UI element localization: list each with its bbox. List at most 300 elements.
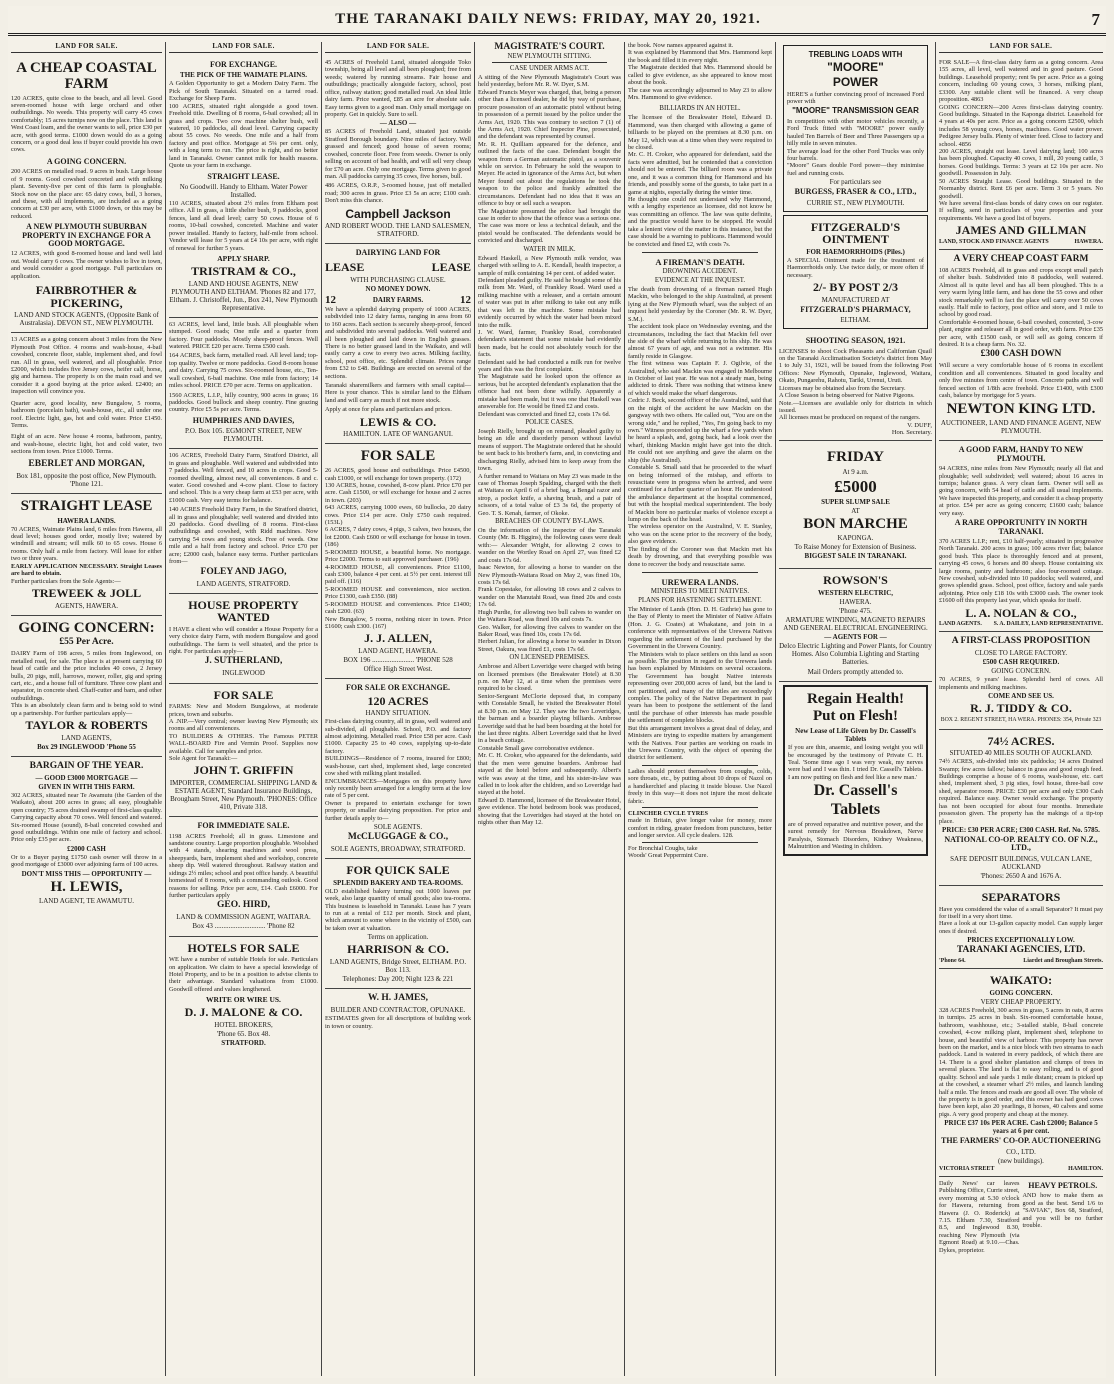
ad-note: Terms on application. xyxy=(367,933,429,942)
ad-text: In competition with other motor vehicles recently, a Ford Truck fitted with "MOORE" power easily hauled Ten Barrels of Beer and Three Passengers up a hilly mile in seven minutes. xyxy=(787,117,924,148)
ad-text: 1198 ACRES Freehold; all in grass. Limestone and sandstone country. Large proportion ploughable. Woolshed with 4 stands, shearing machines and wool press, sheepyards, barn, implement shed and workshop, concrete sheep dip. Well watered throughout. Railway station and sidings 2½ miles; school and post office handy. A beautiful homestead of 8 rooms, with a commanding outlook. Good reasons for selling. Price per acre, £14. Cash £6000. For further particulars apply xyxy=(169,832,318,900)
agent-address: HAWERA. xyxy=(1074,238,1103,245)
ad-national-coop xyxy=(939,730,1103,886)
ad-text: To Raise Money for Extension of Business. xyxy=(794,543,917,552)
ad-text: 1560 ACRES, L.I.P., hilly country, 900 acres in grass; 16 paddocks. Good bullock and sheep country. Fine grazing country. Price £5 5s per acre. Terms. xyxy=(169,391,318,414)
agent-address: AND ROBERT WOOD. THE LAND SALESMEN, STRATFORD. xyxy=(325,222,471,239)
column-head: LAND FOR SALE. xyxy=(939,42,1103,53)
ad-text: are of proved reparative and nutritive power, and the surest remedy for Nervous Breakdown, Nerve Paralysis, Stomach Disorders, Kidney Weakness, Malnutrition and Wasting in children. xyxy=(788,820,923,851)
ad-title: A FIRST-CLASS PROPOSITION xyxy=(951,636,1091,647)
ad-text: 70 ACRES, 9 years' lease. Splendid herd of cows. All implements and milking machines. xyxy=(939,676,1103,691)
ad-title: LEASE xyxy=(431,259,471,274)
agent-address: 'Phone 65. Box 48. xyxy=(216,1029,271,1038)
ad-text: ARMATURE WINDING, MAGNETO REPAIRS AND GENERAL ELECTRICAL ENGINEERING. xyxy=(783,616,928,633)
ad-subtitle: At 9 a.m. xyxy=(842,467,869,476)
ad-subtitle: STRAIGHT LEASE. xyxy=(207,171,280,181)
ad-text: Apply at once for plans and particulars and prices. xyxy=(325,406,452,414)
ad-text: 13 ACRES as a going concern about 3 miles from the New Plymouth Post Office. 4 rooms and wash-house, 4-bail cowshed, concrete floor, stable, implement shed, and fowl run. All in grass, well watered, and all ploughable. Price £2000, which includes five Jersey cows, heifer calf, horse, gig and harness. The property is on the main road and we consider it a good buying at the price asked. £2400; an inspection will convince you. xyxy=(11,336,162,396)
ad-title: FOR SALE xyxy=(360,448,436,465)
ad-straight-lease xyxy=(11,494,162,616)
article-paragraph: Constable Small gave corroborative evidence. xyxy=(478,744,594,752)
ad-eberlet-morgan xyxy=(11,333,162,493)
ad-title: SHOOTING SEASON, 1921. xyxy=(805,336,906,346)
agent-address: VICTORIA STREET xyxy=(939,1165,995,1172)
ad-text: FOR SALE—A first-class dairy farm as a going concern. Area 155 acres, all level, well watered and in good pasture. Good buildings. Leasehold property; rent 9s per acre. Price as a going concern, including 60 young cows, 3 horses, milking plant, £3300. Any suitable client will be financed. A very cheap proposition. 4863 xyxy=(939,59,1103,104)
ad-text: LICENSES to shoot Cock Pheasants and Californian Quail on the Taranaki Acclimatisation Society's district from May 1 to July 31, 1921, will be issued from the following Post Offices: New Plymouth, Opunake, Inglewood, Waitara, Okato, Pungarehu, Rahotu, Tariki, Urenui, Uruti. xyxy=(779,347,932,385)
ad-exchange xyxy=(169,56,318,318)
ad-humphries-davies xyxy=(169,318,318,450)
ad-text: "Moore" Gears double Ford power—they minimise fuel and running costs. xyxy=(787,162,924,177)
agent-address: Box 29 INGLEWOOD 'Phone 55 xyxy=(37,742,136,751)
ad-tiddy xyxy=(939,632,1103,729)
ad-number: 12 xyxy=(460,293,471,306)
column-6 xyxy=(776,42,936,1376)
column-head: LAND FOR SALE. xyxy=(325,42,471,53)
ad-subtitle: NO MONEY DOWN. xyxy=(365,284,431,293)
agent-address: BUILDER AND CONTRACTOR, OPUNAKE. xyxy=(330,1006,466,1015)
article-headline: UREWERA LANDS. xyxy=(661,577,739,587)
ad-text: ENCUMBRANCES—Mortgages on this property have only recently been arranged for a lengthy term at the low rate of 5 per cent. xyxy=(325,777,471,800)
agent-address: STRATFORD. xyxy=(221,1038,266,1047)
article-paragraph: Hugh Purdie, for allowing two bull calves to wander on the Waitara Road, was fined 10s and costs 7s. xyxy=(478,608,621,624)
signature: V. DUFF, xyxy=(907,421,932,429)
agent-name: NEWTON KING LTD. xyxy=(946,400,1096,417)
agent-name: THE FARMERS' CO-OP. AUCTIONEERING xyxy=(940,1136,1102,1146)
agent-address: 'Phone 64. xyxy=(939,958,966,965)
ad-title: FOR EXCHANGE. xyxy=(209,60,278,69)
masthead xyxy=(8,6,1106,36)
article-subhead: BILLIARDS IN AN HOTEL. xyxy=(659,105,741,113)
article-paragraph: Senior-Sergeant McClorie deposed that, in company with Constable Small, he visited the Breakwater Hotel at 8.30 p.m. on May 12. They saw the two Loveridges, the barman and a boarder playing billiards. Ambrose Loveridge said that he had been boarding at the hotel for the last three nights. Albert Loveridge said that he lived in a beach cottage. xyxy=(478,692,621,745)
agent-name: HUMPHRIES AND DAVIES, xyxy=(192,415,295,425)
ad-title: A GOOD FARM, HANDY TO NEW PLYMOUTH. xyxy=(958,445,1084,463)
agent-address: Box 181, opposite the post office, New Plymouth. 'Phone 121. xyxy=(16,471,157,488)
article-paragraph: Woods' Great Peppermint Cure. xyxy=(628,852,709,860)
column-5-news xyxy=(625,42,776,1376)
article-paragraph: The Magistrate decided that Mrs. Hammond should be called to give evidence, as she appeared to know most about the book. xyxy=(628,64,772,87)
ad-text: OLD established bakery turning out 1000 loaves per week, also large quantity of small goods; also tea-rooms. This business is leasehold in Taranaki. Lease has 7 years to run at a rental of £12 per month. Stock and plant, which amount to some where in the vicinity of £500, can be taken over at valuation. xyxy=(325,887,471,932)
ad-text: A Close Season is being observed for Native Pigeons. xyxy=(779,392,915,400)
notice-heavy-petrols xyxy=(1023,1180,1104,1254)
agent-name: GEO. HIRD, xyxy=(216,900,271,911)
ad-subtitle: VERY CHEAP PROPERTY. xyxy=(980,997,1062,1006)
bottom-notices xyxy=(939,1177,1103,1254)
masthead-title: THE TARANAKI DAILY NEWS: FRIDAY, MAY 20, 1921. xyxy=(335,11,761,27)
article-paragraph: The Ministers wish to place settlers on this land as soon as possible. The position in regard to the Urewera lands has been explained by Ministers on several occasions. The Government has bought Native interests representing over 200,000 acres of land, but the land is not partitioned, and many of the titles are exceedingly complex. The policy of the Native Department in past years has been to postpone the settlement of the land until the purchase of other interests has made possible the settlement of complete blocks. xyxy=(628,650,772,725)
agent-name: EBERLET AND MORGAN, xyxy=(28,458,145,469)
article-paragraph: He thought one could not understand why Hammond, with a lengthy experience as licensee, did not know he was committing an offence. The law was quite definite, and the practice would have to be stopped. He would take a lenient view of the matter in this instance, but the case should be a warning to publicans. Hammond would be convicted and fined £2, with costs 7s. xyxy=(628,196,772,248)
agent-name: FOLEY AND JAGO, xyxy=(200,566,287,577)
article-paragraph: On the information of the inspector of the Taranaki County (Mr. B. Higgins), the following cases were dealt with:— Alexander Wright, for allowing 2 cows to wander on the Wortley Road on April 27, was fined £2 and costs 17s 6d. xyxy=(478,527,621,564)
ad-james-gillman xyxy=(939,56,1103,250)
ad-nolan xyxy=(939,441,1103,632)
ad-text: 140 ACRES Freehold Dairy Farm, in the Stratford district, all in grass and ploughable; well watered and divided into 20 paddocks. Good dwelling of 8 rooms. First-class outbuildings and cowshed, with Ridd machines. Now carrying 54 cows and young stock. Free of weeds. One mile and a half from factory and school. Price £70 per acre; £2000 cash, balance easy terms. Further particulars from— xyxy=(169,506,318,566)
ad-subtitle: KAPONGA. xyxy=(837,534,874,543)
ad-text: 100 ACRES, situated right alongside a good town. Freehold title. Dwelling of 8 rooms, 6-bail cowshed; all in grass and crops. Two cow machine shelter bush, well watered, 10 paddocks, all dead level. Carrying capacity about 55 cows. No weeds. One mile and a half from factory and post office. Mortgage at 5¼ per cent. only, with a long term to run. The price is right, and no better land in Taranaki. Owner cannot milk for health reasons. Quote us your farm in exchange. xyxy=(169,102,318,170)
agent-name: NATIONAL CO-OP. REALTY CO. OF N.Z., LTD., xyxy=(944,835,1098,853)
ad-text: Will secure a very comfortable house of 6 rooms in excellent condition and all conveniences. Situated in good locality and only five minutes from centre of town. Concrete paths and well fenced section of 1/8th acre freehold. Price £1400, with £300 cash, balance by mortgage for 5 years. xyxy=(939,362,1103,400)
ad-text: Licenses may be obtained also from the Secretary. xyxy=(779,384,906,392)
ad-text: We have a splendid dairying property of 1000 ACRES, subdivided into 12 dairy farms, ranging in area from 60 to 160 acres. Each section is securely sheep-proof, fenced and subdivided into several paddocks. Well watered and all been ploughed and laid down in English grasses. There is no better grassed land in the Waikato, and will easily carry a cow to every two acres. Milking facility, school, post office, etc. Splendid climate. Prices range from £32 to £48. Buildings are erected on several of the sections. xyxy=(325,305,471,380)
ad-subtitle: WITH PURCHASING CLAUSE. xyxy=(350,275,446,284)
ad-text: 370 ACRES L.I.P.; rent, £10 half-yearly; situated in progressive North Taranaki. 200 acres in grass; 100 acres river flat; balance good bush. This place is thoroughly fenced and at present, carrying 45 cows, 6 horses and 80 sheep. House containing six large rooms, pantry and bathroom; also four-roomed cottage. New cowshed, sub-divided into 10 paddocks; well watered, and grows splendid grass. School, post office, factory and sale yards adjoining. Price only £18 10s with £3000 cash. The owner took £1600 off this property last year, which speaks for itself. xyxy=(939,537,1103,605)
article-paragraph: The accident took place on Wednesday evening, and the circumstances, including the fact that Mackin fell over the side of the wharf while returning to his ship. He was almost 67 years of age, and was not a swimmer. His family reside in Glasgow. xyxy=(628,323,772,360)
agent-address: AUCTIONEER, LAND AND FINANCE AGENT, NEW PLYMOUTH. xyxy=(940,419,1102,436)
agent-address: INGLEWOOD xyxy=(222,669,265,678)
page-number: 7 xyxy=(1091,10,1100,29)
ad-text: 106 ACRES, Freehold Dairy Farm, Stratford District, all in grass and ploughable. Well watered and subdivided into 7 paddocks. Well fenced, and 10 acres in crops. Good 5-roomed dwelling, almost new, all conveniences. 8 and c. water. Good cowshed and 4-cow plant. Close to factory and school. This is a very cheap farm at £53 per acre, with £1000 cash. Very easy terms for balance. xyxy=(169,452,318,504)
ad-text: 110 ACRES, situated about 2½ miles from Eltham post office. All in grass, a little shelter bush, 9 paddocks, good fences, land all dead level; carry 50 cows. House of 6 rooms, 10-bail cowshed, concreted. Machine and water power installed. Handy to factory, half-mile from school. Vendor will lease for 5 years at £4 10s per acre, with right of renewal for further 5 years. xyxy=(169,199,318,252)
ad-text: Comfortable 4-roomed house, 6-bail cowshed, concreted, 3-cow plant, engine and releaser all in good order, with farm. Price £35 per acre, with £1500 cash, or will sell as going concern if desired. It is a cheap farm. No. 32. xyxy=(939,318,1103,349)
agent-address: Telephones: Day 200; Night 123 & 221 xyxy=(342,975,454,984)
ad-note: EARLY APPLICATION NECESSARY. Straight Leases are hard to obtain. xyxy=(11,562,162,578)
ad-dr-cassells xyxy=(783,685,928,856)
ad-price: PRICE £37 10s PER ACRE. Cash £2000; Balance 5 years at 6 per cent. xyxy=(944,1119,1098,1136)
ad-waikato xyxy=(939,969,1103,1177)
ad-text: Have a look at our 13-gallon capacity model. Can supply larger ones if desired. xyxy=(939,920,1103,935)
ad-text: 120 ACRES, quite close to the beach, and all level. Good seven-roomed house with large orchard and other outbuildings. No weeds. This property will carry 45 cows comfortably; 15 acres turnips now on the place. This land is West Coast loam, and the owner wants to sell, price £30 per acre, with good terms. £1000 down would do as a going concern, or a good deal less if buyer could provide his own cows. xyxy=(11,94,162,154)
article-paragraph: Defendant was convicted and fined £2, costs 17s 6d. xyxy=(478,410,611,418)
article-paragraph: Defendant said he had conducted a milk run for twelve years and this was the first complaint. xyxy=(478,358,621,374)
agent-name: Campbell Jackson xyxy=(345,206,451,221)
ad-title: Dr. Cassell's xyxy=(813,782,898,800)
ad-title: HOUSE PROPERTY WANTED xyxy=(188,597,299,625)
column-4-news xyxy=(475,42,625,1376)
ad-subtitle: AT xyxy=(851,506,860,515)
agent-address: AGENTS, HAWERA. xyxy=(54,601,119,610)
ad-text: A .NIP.—Very central; owner leaving New Plymouth; six rooms and all conveniences. xyxy=(169,717,318,733)
agent-name: TARANAKI AGENCIES, LTD. xyxy=(956,945,1086,956)
listing: 5-ROOMED HOUSE and conveniences, nice section. Price £1300, cash £350. (88) xyxy=(325,585,471,601)
ad-text: AND how to make them as good as the best. Send 1/6 to "SAVIAK", Box 68, Stratford, and you will be no further trouble. xyxy=(1022,1192,1103,1229)
ad-subtitle: A GOING CONCERN. xyxy=(46,156,127,166)
article-paragraph: The Magistrate said he looked upon the offence as serious, but he accepted defendant's explanation that the offence had not been done wilfully. Apparently a mistake had been made, but it was one that Haskell was answerable for. He would be fined £2 and costs. xyxy=(478,373,621,411)
ad-text: 302 ACRES, situated near Te Awamutu (the Garden of the Waikato), about 200 acres in grass; all easy, ploughable open country; 75 acres drained swamp of first-class quality. Carrying capacity about 70 cows. Well fenced and watered. Six-roomed House (sound), 8-bail concreted cowshed and good outbuildings. Within one mile of factory and school. Price only £35 per acre. xyxy=(11,791,162,844)
ad-text: 164 ACRES, back farm, metalled road. All level land; top-top quality. Twelve or more paddocks. Good 8-room house and dairy. Carrying 75 cows. Six-roomed house, etc., Ten-wall cowshed, 6-bail machine. One mile from factory; 14 miles school. PRICE £70 per acre. Terms on application. xyxy=(169,352,318,390)
agent-address: BOX 196 ........................ 'PHONE 528 xyxy=(343,656,453,665)
article-paragraph: Constable S. Small said that he proceeded to the wharf on being informed of the mishap, and efforts to resuscitate were in progress when he arrived, and were continued for a further quarter of an hour. He understood the ambulance department at the hospital commenced, but with the hospital medical superintendent. The body of Mackin bore no particular marks of violence except a lump on the back of the head. xyxy=(628,464,772,524)
ad-title: STRAIGHT LEASE xyxy=(20,497,153,514)
ad-title: BARGAIN OF THE YEAR. xyxy=(29,760,144,771)
ad-note: BIGGEST SALE IN TARANAKI. xyxy=(804,552,907,561)
ad-title: A VERY CHEAP COAST FARM xyxy=(953,253,1089,264)
ad-going-concern xyxy=(11,616,162,757)
agent-name: LEWIS & CO. xyxy=(359,414,437,429)
agent-name: W. H. JAMES, xyxy=(367,993,429,1004)
ad-note: COME AND SEE US. xyxy=(988,692,1054,701)
ad-price: £55 Per Acre. xyxy=(59,637,114,648)
article-paragraph: Frank Copestake, for allowing 18 cows and 2 calves to wander on the Manutahi Road, was fined 20s and costs 17s 6d. xyxy=(478,586,621,609)
ad-subtitle: "MOORE" TRANSMISSION GEAR xyxy=(792,106,919,116)
agent-address: LAND AGENT, HAWERA. xyxy=(358,646,438,655)
ad-text: I HAVE a client who will consider a House Property for a very choice dairy Farm, with modern Bungalow and good outbuildings. The farm is well situated, and the price is right. For particulars apply— xyxy=(169,625,318,656)
article-paragraph: Defendant pleaded guilty. He said he bought some of his milk from Mr. Ward, of Frankley Road. Ward used a milking machine with a releaser, and a certain amount of water was put in after milking to take out any milk that was left in the machine. Some mistake had evidently occurred by which the water had been mixed into the milk. xyxy=(478,276,621,329)
ad-subtitle: SITUATED 40 MILES SOUTH OF AUCKLAND. xyxy=(949,749,1093,758)
article-paragraph: Edward Francis Meyer was charged, that, being a person other than a licensed dealer, he did by way of purchase, procure possession of an automatic pistol without being in possession of a permit issued by the police under the Arms Act, 1920. This was contrary to section 7 (1) of the Arms Act, 1920. Chief Inspector Pine, prosecuted, and the defendant was represented by counsel. xyxy=(478,88,621,141)
ad-text: Owner is prepared to entertain exchange for town property, or smaller dairying proposition. For price and further details apply to— xyxy=(325,799,471,822)
article-headline: MAGISTRATE'S COURT. xyxy=(494,42,605,52)
ad-shooting-season xyxy=(779,332,932,441)
agent-address: (new buildings). xyxy=(998,1156,1044,1165)
ad-title: POWER xyxy=(832,74,879,89)
article-paragraph: Mr. C. H. Croker, who appeared for defendant, said the facts were admitted, but he contended that a conviction should not be entered. The billiard room was a private one, and it was a common thing for Hammond and his friends, and possibly some of the guests, to take part in a game at nights, especially during the winter time. xyxy=(628,151,772,196)
listing: 130 ACRES, house, cowshed, 8-cow plant. Price £70 per acre. Cash £1500, or will exchange for house and 2 acres in town. (203) xyxy=(325,481,471,504)
ad-immediate-sale xyxy=(169,817,318,936)
ad-subtitle: £2000 CASH xyxy=(67,844,106,853)
agent-address: HAMILTON. LATE OF WANGANUI. xyxy=(343,430,453,439)
article-subhead: NEW PLYMOUTH SITTING. xyxy=(507,53,592,60)
article-paragraph: Herbert Julian, for allowing a horse to wander in Dixon Street, Oakura, was fined £1, costs 17s 6d. xyxy=(478,638,621,653)
agent-address: LAND, STOCK AND FINANCE AGENTS xyxy=(939,238,1049,245)
ad-number: 12 xyxy=(325,293,336,306)
ad-text: Eight of an acre. New house 4 rooms, bathroom, pantry, and wash-house, electric light, hot and cold water, two sections from town. Price £1000. Terms. xyxy=(11,433,162,456)
ad-text: A Golden Opportunity to get a Modern Dairy Farm. The Pick of South Taranaki. Situated on a tarred road. Exchange for Sheep Farm. xyxy=(169,80,318,103)
agent-name: HARRISON & CO. xyxy=(347,942,449,957)
agent-name: JAMES AND GILLMAN xyxy=(955,223,1087,238)
ad-subtitle: HAWERA. xyxy=(839,598,872,607)
ad-note: Sole Agent for Taranaki:— xyxy=(169,755,238,763)
ad-title: FOR QUICK SALE xyxy=(346,863,450,878)
ad-title: SEPARATORS xyxy=(981,889,1061,904)
agent-name: D. J. MALONE & CO. xyxy=(184,1005,303,1020)
ad-subtitle: HANDY SITUATION. xyxy=(365,709,431,718)
ad-text: Have you considered the value of a small Separator? It must pay for itself in a very short time. xyxy=(939,905,1103,920)
ad-bon-marche xyxy=(779,441,932,570)
ad-title: A CHEAP COASTAL FARM xyxy=(16,60,157,92)
ad-text: We have several first-class bonds of dairy cows on our register. If selling, send in particulars of your properties and your requirements. We have a good list of buyers. xyxy=(939,200,1103,222)
agent-address: Box 43 ............................. 'Phone 82 xyxy=(192,922,295,931)
ad-text: HERE'S a further convincing proof of increased Ford power with xyxy=(787,90,924,105)
ad-title: WAIKATO: xyxy=(989,973,1053,988)
ad-text: 200 ACRES, straight out lease. Level dairying land; 100 acres has been ploughed. Capacity 40 cows, 1 mill, 20 young cattle, 3 horses. Good buildings. Terms: 3 years at £2 10s per acre. No goodwill. Possession in July. xyxy=(939,148,1103,178)
ad-sale-or-exchange xyxy=(325,679,471,859)
agent-address: CO., LTD. xyxy=(1006,1147,1036,1156)
agent-name: H. LEWIS, xyxy=(50,878,123,895)
article-paragraph: The Magistrate presumed the police had brought the case in order to show that the offence was a serious one. The case was more or less a technical default, and the pistol would be confiscated. The defendants would be convicted and discharged. xyxy=(478,207,621,245)
article-subhead: DROWNING ACCIDENT. xyxy=(662,267,738,275)
ad-rowsons xyxy=(779,569,932,681)
agent-name: TAYLOR & ROBERTS xyxy=(25,718,148,733)
agent-address: P.O. Box 105. EGMONT STREET, NEW PLYMOUTH. xyxy=(185,427,302,444)
ad-text: The average load for the other Ford Trucks was only four barrels. xyxy=(787,147,924,162)
ad-subtitle: A NEW PLYMOUTH SUBURBAN PROPERTY IN EXCHANGE FOR A GOOD MORTGAGE. xyxy=(22,222,151,248)
listing: 5-ROOMED HOUSE and conveniences. Price £1400; cash £200. (63) xyxy=(325,600,471,616)
ad-text: 200 ACRES on metalled road. 9 acres in bush. Large house of 9 rooms. Good cowshed concreted and with milking plant. Seventy-five per cent of this farm is ploughable. Stock now on the place are: 65 dairy cows, bull, 3 horses, and these, with all implements, are included as a going concern at £30 per acre, with £1000 down, or this may be reduced. xyxy=(11,168,162,220)
article-subhead: CLINCHER CYCLE TYRES xyxy=(628,809,709,817)
ad-text: 85 ACRES of Freehold Land, situated just outside Stratford Borough boundary. Nine miles of factory. Well grassed and fenced; good house of seven rooms; cowshed, concrete floor. Free from weeds. Owner is only selling on account of bad health, and will sell very cheap for £70 an acre. Only one mortgage. Terms given to good man. All paddocks carrying 35 cows, five horses, bull. xyxy=(325,128,471,180)
agent-address: LAND AND HOUSE AGENTS, NEW PLYMOUTH AND ELTHAM. 'Phones 82 and 177, Eltham. J. Christoffel, Jun., Box 241, New Plymouth Representative. xyxy=(169,279,318,312)
agent-address: Office High Street West. xyxy=(363,665,433,674)
agent-name: McCLUGGAGE & CO., xyxy=(347,832,449,843)
agent-name: R. J. TIDDY & CO. xyxy=(970,701,1072,716)
agent-name: JOHN T. GRIFFIN xyxy=(193,763,294,778)
listing: 643 ACRES, carrying 1000 ewes, 60 bullocks, 20 dairy cows. Price £14 per acre. Only £750 cash required. (153L) xyxy=(325,504,471,527)
ad-text: GOING CONCERN—200 Acres first-class dairying country. Good buildings. Situated in the Kaponga district. Leasehold for 4 years at 40s per acre. Price as a going concern £2500, which includes 58 young cows, horses, machines. Good water power. Pedigree Jersey bulls. Plenty of winter feed. Close to factory and school. 4856 xyxy=(939,103,1103,148)
agent-address: SOLE AGENTS, BROADWAY, STRATFORD. xyxy=(330,845,466,854)
notice-daily-news-car: Daily News' car leaves Publishing Office, Currie street, every morning at 5.30 o'clock for Hawera, returning from Hawera (J. O. Roderick) at 7.15. Eltham 7.30, Stratford 8.5, and Inglewood 8.30, reaching New Plymouth (via Egmont Road) at 9.10.—Chas. Dykes, proprietor. xyxy=(939,1179,1020,1254)
article-subhead: CASE UNDER ARMS ACT. xyxy=(509,65,590,72)
ad-subtitle: No Goodwill. Handy to Eltham. Water Power Installed. xyxy=(179,182,308,199)
column-2 xyxy=(166,42,322,1376)
ad-price: 2/- BY POST 2/3 xyxy=(812,280,898,295)
ad-note: For particulars see xyxy=(829,178,882,187)
ad-subtitle: SPLENDID BAKERY AND TEA-ROOMS. xyxy=(333,878,463,887)
article-paragraph: J. W. Ward, farmer, Frankley Road, corroborated defendant's statement that some mistake had evidently been made, but he could not absolutely vouch for the facts. xyxy=(478,328,621,359)
agent-name: BURGESS, FRASER & CO., LTD., xyxy=(794,187,917,197)
column-head: LAND FOR SALE. xyxy=(169,42,318,53)
listing: 4-ROOMED HOUSE, all conveniences. Price £1100, cash £300, balance 4 per cent. at 5½ per cent. interest till paid off. (116) xyxy=(325,563,471,586)
agent-address: BOX 2. REGENT STREET, HA WERA. PHONES: 354, Private 323 xyxy=(940,716,1102,723)
ad-separators xyxy=(939,886,1103,969)
ad-text: 63 ACRES, level land, little bush. All ploughable when stumped. Good roads; One mile and a quarter from factory. Four paddocks. Mostly sheep-proof fences. Well watered. PRICE £20 per acre. Terms £500 cash. xyxy=(169,320,318,350)
ad-title: FRIDAY xyxy=(827,448,884,465)
ad-moore-power xyxy=(783,45,928,212)
ad-text: First-class dairying country, all in grass, well watered and sub-divided, all ploughable. School, P.O. and factory almost adjoining. Metalled road. Price £58 per acre. Cash £1000. Capacity 25 to 40 cows, supplying up-to-date factory. xyxy=(325,718,471,755)
ad-text: 328 ACRES Freehold, 300 acres in grass, 5 acres in oats, 8 acres in turnips. 25 acres in bush. Six-roomed comfortable house, bathroom, washhouse, etc.; 3-stalled stable, 8-bail concrete cowshed, 4-cow milking plant, implement shed, telephone to house, and beautiful view of harbour. This property has never been on the market, and is a nice block with two streams to each paddock. Land is watered in every paddock, of which there are 14. There is a good shelter plantation and clumps of trees in several places. The land is flat to easy rolling, and is of good quality. School and sale yards 1 mile distant; cream is picked up at the cowshed, a steamer wharf 2½ miles, and launch landing half a mile. The fences and roads are good all over. The whole of the property is in good order, and this owner has had good cows have been kept, also 20 yearlings, 8 horses, 40 calves and some pigs. A very good property and cheap at the money. xyxy=(939,1006,1103,1118)
ad-house-property-wanted xyxy=(169,594,318,684)
ad-campbell-jackson xyxy=(325,56,471,244)
article-subhead: POLICE CASES. xyxy=(525,418,574,426)
article-paragraph: Ambrose and Albert Loveridge were charged with being on licensed premises (the Breakwater Hotel) at 8.30 p.m. on May 12, at a time when the premises were required to be closed. xyxy=(478,663,621,693)
ad-foley-jago xyxy=(169,449,318,593)
ad-subtitle: GOING CONCERN. xyxy=(991,667,1051,676)
article-subhead: MINISTERS TO MEET NATIVES. xyxy=(650,588,750,595)
article-paragraph: For Bronchial Coughs, take xyxy=(628,844,698,852)
ad-text: Quarter acre, good locality, new Bungalow, 5 rooms, bathroom (porcelain bath), wash-house, etc., all under one roof. Electric light, gas, hot and cold water. Price £1450. Terms. xyxy=(11,399,162,429)
ad-subtitle: New Lease of Life Given by Dr. Cassell's Tablets xyxy=(795,727,916,744)
agent-name: L. A. NOLAN & CO., xyxy=(965,605,1077,620)
ad-note: Further particulars from the Sole Agents:— xyxy=(11,577,121,585)
ad-title: Tablets xyxy=(830,801,881,819)
ad-allen-for-sale xyxy=(325,444,471,679)
agent-address: LAND AGENTS, STRATFORD. xyxy=(196,579,291,588)
ad-text: Taranaki sharemilkers and farmers with small capital—Here is your chance. This is similar land to the Eltham land and will carry as much if not more stock. xyxy=(325,382,471,404)
listing: 5-ROOMED HOUSE, a beautiful home. No mortgage. Price £2000. Terms to suit approved purchaser. (196) xyxy=(325,548,471,564)
agent-address: S. A. DAILEY, LAND REPRESENTATIVE. xyxy=(993,621,1103,628)
ad-title: 74½ ACRES. xyxy=(987,733,1055,748)
ad-title: BON MARCHE xyxy=(803,515,908,532)
ad-text: Or to a Buyer paying £1750 cash owner will throw in a good mortgage of £3000 over adjoining farm of 100 acres. xyxy=(11,853,162,869)
column-7 xyxy=(936,42,1106,1376)
article-paragraph: A sitting of the New Plymouth Magistrate's Court was held yesterday, before Mr. R. W. Dyer, S.M. xyxy=(478,74,621,89)
article-paragraph: The Minister of Lands (Hon. D. H. Guthrie) has gone to the Bay of Plenty to meet the Minister of Native Affairs (Hon. J. G. Coates) at Whakatane, and join in a conference with representatives of the Urewera Natives regarding the settlement of the land purchased by the Government in the Urewera Country. xyxy=(628,606,772,651)
agent-name: FITZGERALD'S PHARMACY, xyxy=(800,304,911,314)
ad-subtitle: CLOSE TO LARGE FACTORY. xyxy=(974,649,1068,658)
column-1 xyxy=(8,42,166,1376)
ad-cheap-coastal-farm xyxy=(11,56,162,333)
ad-note: WRITE OR WIRE US. xyxy=(206,995,281,1005)
article-subhead: BREACHES OF COUNTY BY-LAWS. xyxy=(495,518,604,526)
ad-text: ESTIMATES given for all descriptions of building work in town or country. xyxy=(325,1015,471,1030)
ad-bargain xyxy=(11,757,162,911)
ad-quick-sale xyxy=(325,859,471,989)
agent-name: FAIRBROTHER & PICKERING, xyxy=(35,283,138,310)
ad-subtitle: — ALSO — xyxy=(379,119,417,128)
ad-title: HOTELS FOR SALE xyxy=(187,940,300,955)
ad-text: Delco Electric Lighting and Power Plants, for Country Homes. Also Columbia Lighting and Starting Batteries. xyxy=(779,642,932,667)
ad-title: 120 ACRES xyxy=(367,693,429,708)
ad-subtitle: — GOOD £3000 MORTGAGE — xyxy=(35,773,138,782)
ad-subtitle: DON'T MISS THIS — OPPORTUNITY — xyxy=(21,869,152,878)
ad-subtitle: GOING CONCERN. xyxy=(989,988,1053,997)
ad-title: FITZGERALD'S OINTMENT xyxy=(810,219,901,247)
listing: 26 ACRES, good house and outbuildings. Price £4500, cash £1000, or will exchange for town property. (172) xyxy=(325,467,471,482)
ad-title: LEASE xyxy=(325,259,365,274)
agent-address: ELTHAM. xyxy=(840,316,871,325)
article-paragraph: The finding of the Coroner was that Mackin met his death by drowning, and that everything possible was done to recover the body and resuscitate same. xyxy=(628,545,772,568)
article-subhead: PLANS FOR HASTENING SETTLEMENT. xyxy=(638,597,762,604)
ad-text: Note.—Licenses are available only for districts in which issued. xyxy=(779,399,932,415)
ad-text: WE have a number of suitable Hotels for sale. Particulars on application. We claim to have a special knowledge of Hotel Property, and to be in a position to advise clients to their advantage. Standard valuations from £1000. Goodwill offered and values lengthened. xyxy=(169,956,318,993)
ad-title: Regain Health! xyxy=(806,690,905,707)
ad-newton-king xyxy=(939,250,1103,442)
ad-text: 50 ACRES Straight Lease. Good buildings. Situated in the Normanby district. Rent £6 per acre. Term 3 or 5 years. No goodwill. xyxy=(939,177,1103,200)
agent-name: J. J. ALLEN, xyxy=(364,631,432,646)
ad-price: PRICE: £30 PER ACRE; £300 CASH. Ref. No. 5785. xyxy=(942,826,1100,834)
ad-note: Mail Orders promptly attended to. xyxy=(807,667,904,676)
agent-name: TREWEEK & JOLL xyxy=(31,585,142,600)
ad-title: GOING CONCERN: xyxy=(18,619,155,636)
agent-address: CURRIE ST., NEW PLYMOUTH. xyxy=(806,198,905,207)
ad-title: "MOORE" xyxy=(827,60,884,75)
ad-text: 74½ ACRES, sub-divided into six paddocks; 14 acres Drained Swamp; few acres fallow; balance in grass and good rough feed. Buildings comprise a house of 6 rooms, wash-house, etc. cart shed, implement shed, 3 pig sties, fowl house, three-bail cow shed, separator room. PRICE: £30 per acre and only £300 Cash required. Balance easy. Owner would exchange. The property has not been occupied for about four months. Immediate possession given. The property has the makings of a tip-top place. xyxy=(939,758,1103,825)
article-paragraph: The first witness was Captain F. J. Ogilvie, of the Australind, who said Mackin was engaged in Melbourne in October of last year. He was not a steady man, being addicted to drink. There was nothing that witness knew of which would make the wharf dangerous. xyxy=(628,360,772,397)
ad-subtitle: GIVEN IN WITH THIS FARM. xyxy=(38,782,135,791)
agent-address: HOTEL BROKERS, xyxy=(214,1020,273,1029)
ad-subtitle: THE PICK OF THE WAIMATE PLAINS. xyxy=(180,71,307,80)
ad-title: £5000 xyxy=(834,476,877,496)
agent-name: TRISTRAM & CO., xyxy=(191,263,296,278)
column-3 xyxy=(322,42,475,1376)
ad-text: 486 ACRES, O.R.P., 3-roomed house, just off metalled road; 300 acres in grass. Price £3 5s an acre; £100 cash. Don't miss this chance. xyxy=(325,182,471,205)
article-paragraph: Cedric J. Beck, second officer of the Australind, said that on the night of the accident he saw Mackin on the gangway with two others. He called out, "You are on the wrong side," and he replied, "Yes, I'm going back to my own." Witness proceeded up the wharf a few yards when he heard a splash, and, going back, had a look over the wharf, thinking Mackin might have got into the ditch. He could not see anything and gave the alarm on the ship (the Australind). xyxy=(628,397,772,464)
ad-text: 108 ACRES Freehold, all in grass and crops except small patch of shelter bush. Subdivided into 8 paddocks, well watered. Almost all is quite level and has all been ploughed. This is a very warm lying little farm, and has done the 55 cows and other stock remarkably well in fact the place will carry over 50 cows easily. Half mile to factory, post office and store, and 1 mile to school by good road. xyxy=(939,266,1103,319)
ad-subtitle: WESTERN ELECTRIC, xyxy=(817,589,894,598)
agent-address: LAND AGENTS. xyxy=(939,621,982,628)
ad-dairying-lease xyxy=(325,244,471,444)
agent-address: LAND AGENTS, xyxy=(61,733,112,742)
article-paragraph: Joseph Rielly, brought up on remand, pleaded guilty to being an idle and disorderly person without lawful means of support. The Magistrate ordered that he should be sent back to his brother's farm, and, in convicting and discharging Rielly, advised him to keep away from the town. xyxy=(478,427,621,473)
ad-title: £300 CASH DOWN xyxy=(980,349,1062,360)
ad-subtitle: £500 CASH REQUIRED. xyxy=(982,658,1060,667)
agent-address: Liardet and Brougham Streets. xyxy=(1023,958,1103,965)
ad-note: SOLE AGENTS. xyxy=(373,823,423,832)
ad-subtitle: DAIRY FARMS. xyxy=(372,295,424,304)
ad-title: A RARE OPPORTUNITY IN NORTH TARANAKI. xyxy=(954,518,1088,536)
article-paragraph: Mr. R. H. Quilliam appeared for the defence, and outlined the facts of the case. Defendant bought the weapon from a German automatic pistol, as a souvenir while on service. In February he sold the weapon to Meyer. He acted in ignorance of the Arms Act, but when Meyer found out about the regulations he took the weapon to the police and frankly admitted the circumstances. Defendant had no idea that it was an offence to buy or sell such a weapon. xyxy=(478,140,621,208)
article-paragraph: Edward D. Hammond, licensee of the Breakwater Hotel, gave evidence. The hotel bedroom book was produced, showing that the Loveridges had stayed at the hotel on nights other than May 12. xyxy=(478,796,621,827)
ad-text: If you are thin, anaemic, and losing weight you will be encouraged by the testimony of Private C. H. Teal. 'Some time ago I was very weak, my nerves were bad and I was thin. I tried Dr. Cassell's Tablets. I am now putting on flesh and feel like a new man.' xyxy=(788,744,923,781)
ad-fitzgeralds-ointment xyxy=(783,215,928,330)
ad-text: 94 ACRES, nine miles from New Plymouth; nearly all flat and ploughable; well subdivided; well watered; about 16 acres in turnips; balance grass. A very clean farm. Owner will sell as going concern, with 54 head of cattle and all usual implements. We have inspected this property, and consider it a cheap property at price. £54 per acre as going concern; £1600 cash; balance very easy. xyxy=(939,465,1103,517)
agent-address: LAND AGENT, TE AWAMUTU. xyxy=(38,897,135,906)
ad-text: All licenses must be produced on request of the rangers. xyxy=(779,414,921,422)
ad-note: MANUFACTURED AT xyxy=(821,295,890,304)
agent-address: HAMILTON. xyxy=(1068,1165,1103,1172)
ad-note: This is an absolutely clean farm and is being sold to wind up a partnership. For further particulars apply— xyxy=(11,702,162,717)
ad-griffin-for-sale xyxy=(169,684,318,818)
ad-note: APPLY SHARP. xyxy=(217,253,270,263)
article-subhead: EVIDENCE AT THE INQUEST. xyxy=(654,276,746,284)
article-paragraph: made in Britain, give longer value for money, more comfort in riding, greater freedom from punctures, better and longer service. All cycle dealers. 128. xyxy=(628,817,772,840)
ad-text: A SPECIAL Ointment made for the treatment of Haemorrhoids only. Use twice daily, or more often if necessary. xyxy=(787,256,924,279)
ad-text: DAIRY Farm of 198 acres, 5 miles from Inglewood, on metalled road, for sale. The place is at present carrying 60 head of cattle and the price includes 40 cows, 2 Jersey bulls, 20 pigs, mill, harrows, mower, roller, gig and spring cart, etc., and a house full of furniture. Three cow plant and separator, in concrete shed. Chaff-cutter and barn, and other outbuildings. xyxy=(11,650,162,702)
ad-subtitle: — AGENTS FOR — xyxy=(824,633,887,642)
ad-text: 12 ACRES, with good 8-roomed house and land well laid out. Would carry 6 cows. The owner wishes to live in town, and would consider a good mortgage. Full particulars on application. xyxy=(11,250,162,280)
article-paragraph: The wireless operator on the Australind, V. E. Stanley, who was on the scene prior to the recovery of the body, also gave evidence. xyxy=(628,523,772,546)
column-head: LAND FOR SALE. xyxy=(11,42,162,53)
ad-title: FOR IMMEDIATE SALE. xyxy=(197,821,290,831)
